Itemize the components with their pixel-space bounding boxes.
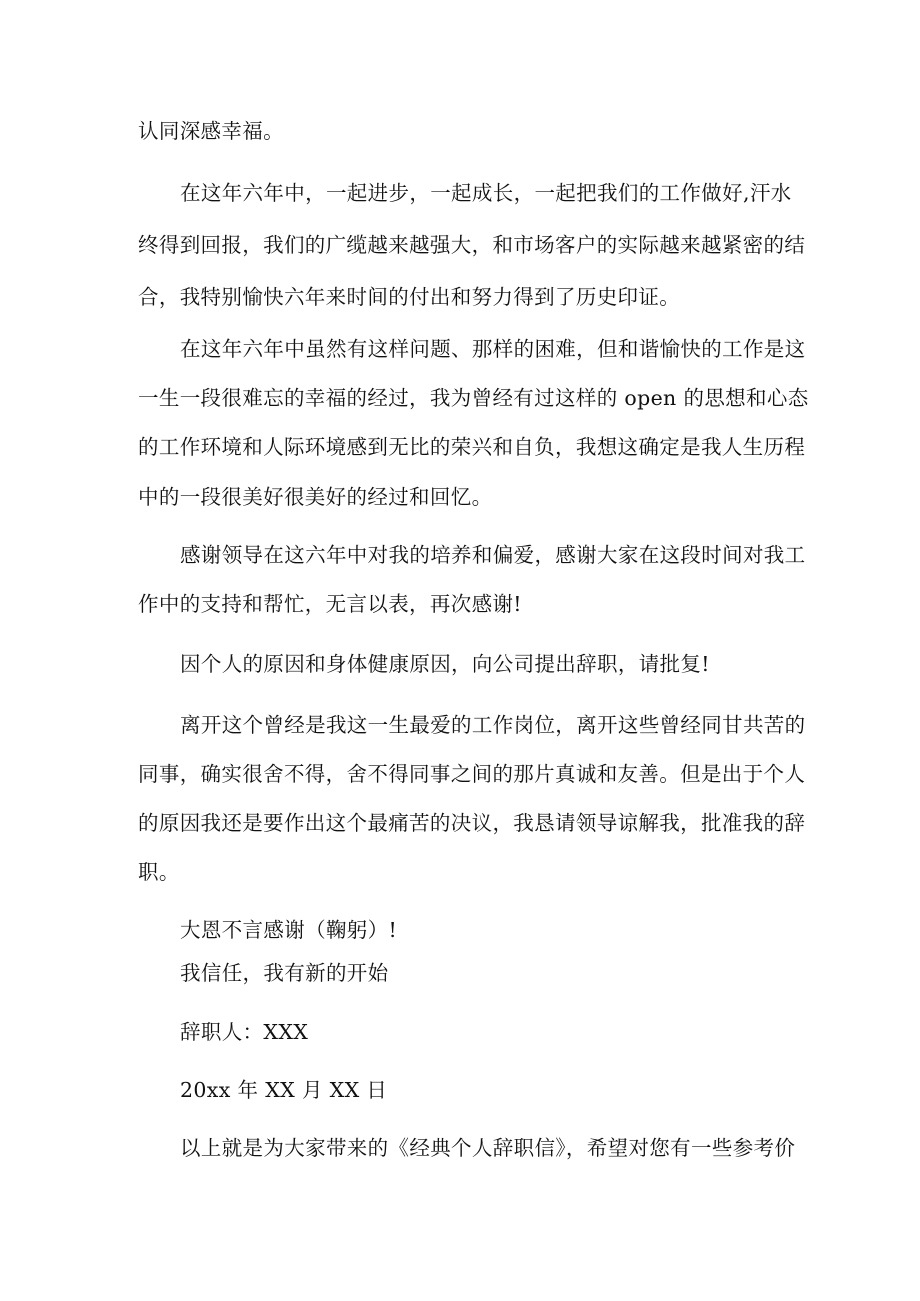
paragraph-line: 终得到回报，我们的广缆越来越强大，和市场客户的实际越来越紧密的结 [138, 233, 806, 257]
paragraph-line: 感谢领导在这六年中对我的培养和偏爱，感谢大家在这段时间对我工 [180, 543, 806, 567]
paragraph-line: 一生一段很难忘的幸福的经过，我为曾经有过这样的 open 的思想和心态 [138, 386, 809, 410]
paragraph-line: 认同深感幸福。 [138, 119, 284, 143]
closing-belief: 我信任，我有新的开始 [180, 961, 389, 985]
signature-date: 20xx 年 XX 月 XX 日 [180, 1078, 388, 1102]
paragraph-line: 合，我特别愉快六年来时间的付出和努力得到了历史印证。 [138, 285, 681, 309]
footer-note: 以上就是为大家带来的《经典个人辞职信》，希望对您有一些参考价 [180, 1136, 796, 1160]
paragraph-line: 职。 [138, 860, 180, 884]
paragraph-line: 的原因我还是要作出这个最痛苦的决议，我恳请领导谅解我，批准我的辞 [138, 811, 806, 835]
paragraph-line: 在这年六年中，一起进步，一起成长，一起把我们的工作做好,汗水 [180, 181, 792, 205]
paragraph-line: 中的一段很美好很美好的经过和回忆。 [138, 485, 493, 509]
paragraph-line: 因个人的原因和身体健康原因，向公司提出辞职，请批复! [180, 652, 710, 676]
paragraph-line: 作中的支持和帮忙，无言以表，再次感谢! [138, 592, 522, 616]
closing-thanks: 大恩不言感谢（鞠躬）! [180, 918, 398, 942]
paragraph-line: 离开这个曾经是我这一生最爱的工作岗位，离开这些曾经同甘共苦的 [180, 713, 806, 737]
paragraph-line: 在这年六年中虽然有这样问题、那样的困难，但和谐愉快的工作是这 [180, 337, 806, 361]
signer-name: 辞职人：XXX [180, 1020, 309, 1044]
paragraph-line: 同事，确实很舍不得，舍不得同事之间的那片真诚和友善。但是出于个人 [138, 762, 806, 786]
paragraph-line: 的工作环境和人际环境感到无比的荣兴和自负，我想这确定是我人生历程 [138, 435, 806, 459]
